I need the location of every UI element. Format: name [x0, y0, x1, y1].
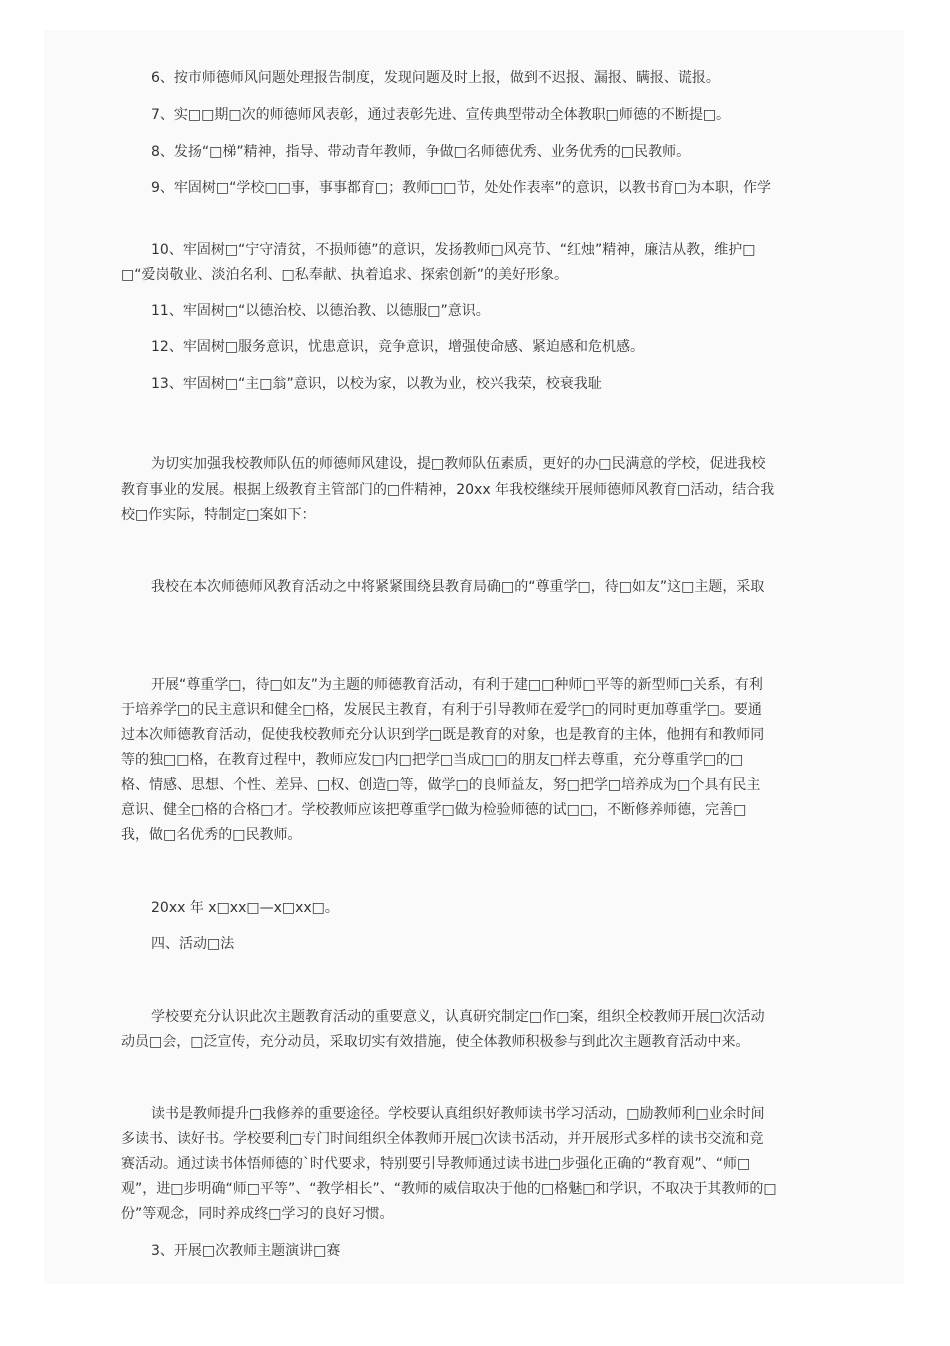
paragraph-line: 9、牢固树□“学校□□事，事事都育□；教师□□节，处处作表率”的意识，以教书育□为本职，作学	[151, 180, 772, 196]
paragraph-line: 过本次师德教育活动，促使我校教师充分认识到学□既是教育的对象，也是教育的主体，他拥有和教师同	[121, 727, 765, 743]
paragraph-line: 教育事业的发展。根据上级教育主管部门的□件精神，20xx 年我校继续开展师德师风教育□活动，结合我	[121, 482, 775, 498]
paragraph-line: 8、发扬“□梯”精神，指导、带动青年教师，争做□名师德优秀、业务优秀的□民教师。	[151, 144, 691, 160]
paragraph-line: 观”，进□步明确“师□平等”、“教学相长”、“教师的威信取决于他的□格魅□和学识，不取决于其教师的□	[121, 1181, 777, 1197]
document-page	[44, 30, 904, 1284]
paragraph-line: □“爱岗敬业、淡泊名利、□私奉献、执着追求、探索创新”的美好形象。	[121, 267, 568, 283]
paragraph-line: 12、牢固树□服务意识，忧患意识，竞争意识，增强使命感、紧迫感和危机感。	[151, 339, 645, 355]
paragraph-line: 20xx 年 x□xx□—x□xx□。	[151, 900, 339, 916]
paragraph-line: 6、按市师德师风问题处理报告制度，发现问题及时上报，做到不迟报、漏报、瞒报、谎报。	[151, 70, 720, 86]
paragraph-line: 读书是教师提升□我修养的重要途径。学校要认真组织好教师读书学习活动，□励教师利□业余时间	[151, 1106, 765, 1122]
section-heading: 四、活动□法	[151, 936, 235, 952]
paragraph-line: 我校在本次师德师风教育活动之中将紧紧围绕县教育局确□的“尊重学□，待□如友”这□主题，采取	[151, 579, 765, 595]
paragraph-line: 赛活动。通过读书体悟师德的`时代要求，特别要引导教师通过读书进□步强化正确的“教育观”、“师□	[121, 1156, 751, 1172]
paragraph-line: 份”等观念，同时养成终□学习的良好习惯。	[121, 1206, 394, 1222]
paragraph-line: 学校要充分认识此次主题教育活动的重要意义，认真研究制定□作□案，组织全校教师开展□次活动	[151, 1009, 765, 1025]
paragraph-line: 意识、健全□格的合格□才。学校教师应该把尊重学□做为检验师德的试□□，不断修养师德，完善□	[121, 802, 747, 818]
paragraph-line: 动员□会，□泛宣传，充分动员，采取切实有效措施，使全体教师积极参与到此次主题教育活动中来。	[121, 1034, 750, 1050]
paragraph-line: 校□作实际，特制定□案如下：	[121, 507, 316, 523]
paragraph-line: 13、牢固树□“主□翁”意识，以校为家，以教为业，校兴我荣，校衰我耻	[151, 376, 602, 392]
paragraph-line: 为切实加强我校教师队伍的师德师风建设，提□教师队伍素质，更好的办□民满意的学校，促进我校	[151, 456, 766, 472]
paragraph-line: 7、实□□期□次的师德师风表彰，通过表彰先进、宣传典型带动全体教职□师德的不断提□。	[151, 107, 731, 123]
paragraph-line: 10、牢固树□“宁守清贫，不损师德”的意识，发扬教师□风亮节、“红烛”精神，廉洁从教，维护□	[151, 242, 756, 258]
paragraph-line: 多读书、读好书。学校要利□专门时间组织全体教师开展□次读书活动，并开展形式多样的读书交流和竞	[121, 1131, 764, 1147]
paragraph-line: 格、情感、思想、个性、差异、□权、创造□等，做学□的良师益友，努□把学□培养成为□个具有民主	[121, 777, 761, 793]
paragraph-line: 等的独□□格，在教育过程中，教师应发□内□把学□当成□□的朋友□样去尊重，充分尊重学□的□	[121, 752, 744, 768]
paragraph-line: 开展“尊重学□，待□如友”为主题的师德教育活动，有利于建□□种师□平等的新型师□关系，有利	[151, 677, 763, 693]
paragraph-line: 3、开展□次教师主题演讲□赛	[151, 1243, 341, 1259]
paragraph-line: 于培养学□的民主意识和健全□格，发展民主教育，有利于引导教师在爱学□的同时更加尊重学□。要通	[121, 702, 762, 718]
paragraph-line: 我，做□名优秀的□民教师。	[121, 827, 302, 843]
paragraph-line: 11、牢固树□“以德治校、以德治教、以德服□”意识。	[151, 303, 490, 319]
